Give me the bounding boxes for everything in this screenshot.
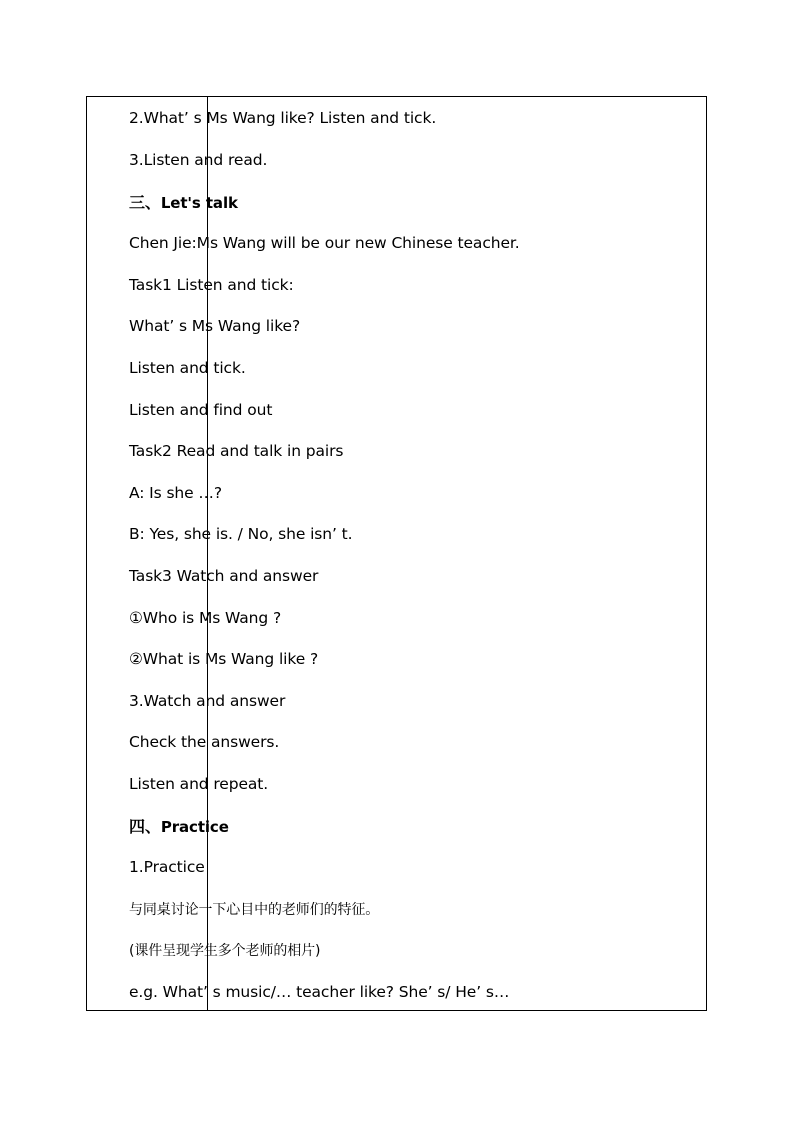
- text-line: 3.Watch and answer: [129, 692, 286, 710]
- section-title: Practice: [160, 818, 229, 836]
- text-line: Listen and tick.: [129, 359, 246, 377]
- text-line: 1.Practice: [129, 858, 205, 876]
- text-line: Task1 Listen and tick:: [129, 276, 294, 294]
- text-line: What’ s Ms Wang like?: [129, 317, 301, 335]
- text-line: (课件呈现学生多个老师的相片): [129, 943, 321, 959]
- section-heading-practice: [129, 817, 229, 837]
- section-heading-talk: [129, 193, 238, 213]
- text-line: Listen and find out: [129, 401, 273, 419]
- section-title: Let's talk: [160, 194, 238, 212]
- text-line: e.g. What’ s music/… teacher like? She’ s/ He’ s…: [129, 983, 510, 1001]
- text-line: Task3 Watch and answer: [129, 567, 319, 585]
- text-line: A: Is she …?: [129, 484, 222, 502]
- section-number: 三、: [129, 193, 161, 212]
- text-line: ①Who is Ms Wang ?: [129, 609, 282, 627]
- text-line: Task2 Read and talk in pairs: [129, 442, 344, 460]
- text-line: Listen and repeat.: [129, 775, 269, 793]
- text-line: 3.Listen and read.: [129, 151, 268, 169]
- text-line: ②What is Ms Wang like ?: [129, 650, 319, 668]
- section-number: 四、: [129, 817, 161, 836]
- text-line: 与同桌讨论一下心目中的老师们的特征。: [129, 902, 380, 918]
- text-line: Check the answers.: [129, 733, 280, 751]
- text-line: 2.What’ s Ms Wang like? Listen and tick.: [129, 109, 437, 127]
- text-line: Chen Jie:Ms Wang will be our new Chinese teacher.: [129, 234, 520, 252]
- text-line: B: Yes, she is. / No, she isn’ t.: [129, 525, 353, 543]
